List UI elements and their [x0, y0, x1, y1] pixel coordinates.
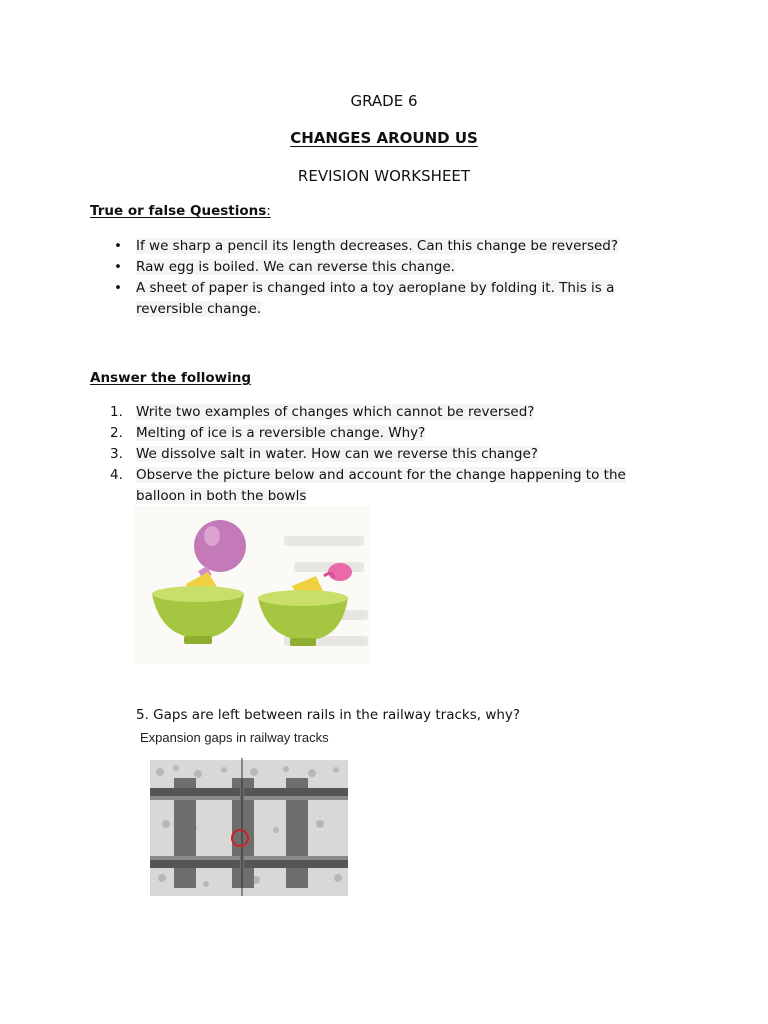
grade-label: GRADE 6	[350, 92, 418, 110]
worksheet-title-text: CHANGES AROUND US	[290, 129, 478, 147]
worksheet-title	[0, 129, 768, 147]
list-item-text: reversible change.	[136, 301, 262, 317]
list-item	[110, 465, 634, 507]
true-false-heading-text: True or false Questions	[90, 203, 267, 219]
right-bowl-group	[258, 563, 352, 646]
item-number: 2.	[110, 425, 123, 441]
railway-tracks-illustration	[136, 728, 354, 900]
railway-tracks-figure	[136, 728, 354, 900]
worksheet-subtitle: REVISION WORKSHEET	[297, 167, 471, 185]
list-item	[110, 444, 634, 465]
list-item-text: We dissolve salt in water. How can we reverse this change?	[136, 446, 538, 462]
list-item-text: Raw egg is boiled. We can reverse this change.	[136, 259, 455, 275]
item-number: 4.	[110, 467, 123, 483]
balloon-bowls-illustration	[134, 506, 370, 664]
left-bowl-group	[152, 520, 246, 644]
answer-list	[110, 402, 634, 507]
balloon-bowls-figure	[134, 506, 370, 664]
true-false-heading	[90, 203, 271, 219]
list-item	[114, 236, 634, 257]
bullet-icon: •	[114, 259, 122, 275]
bullet-icon: •	[114, 280, 122, 296]
item-number: 3.	[110, 446, 123, 462]
list-item	[114, 278, 634, 320]
list-item-text: balloon in both the bowls	[136, 488, 307, 504]
item-number: 1.	[110, 404, 123, 420]
list-item-text: Observe the picture below and account for the change happening to the	[136, 467, 626, 483]
bullet-icon: •	[114, 238, 122, 254]
true-false-heading-colon: :	[266, 203, 271, 219]
list-item	[110, 423, 634, 444]
list-item	[114, 257, 634, 278]
list-item	[110, 402, 634, 423]
true-false-list	[114, 236, 634, 320]
railway-figure-caption: Expansion gaps in railway tracks	[140, 730, 329, 745]
list-item-text: A sheet of paper is changed into a toy aeroplane by folding it. This is a	[136, 280, 615, 296]
answer-heading: Answer the following	[90, 370, 252, 386]
question-5: 5. Gaps are left between rails in the railway tracks, why?	[136, 707, 521, 723]
list-item-text: If we sharp a pencil its length decreases. Can this change be reversed?	[136, 238, 619, 254]
list-item-text: Melting of ice is a reversible change. Why?	[136, 425, 426, 441]
list-item-text: Write two examples of changes which cannot be reversed?	[136, 404, 535, 420]
